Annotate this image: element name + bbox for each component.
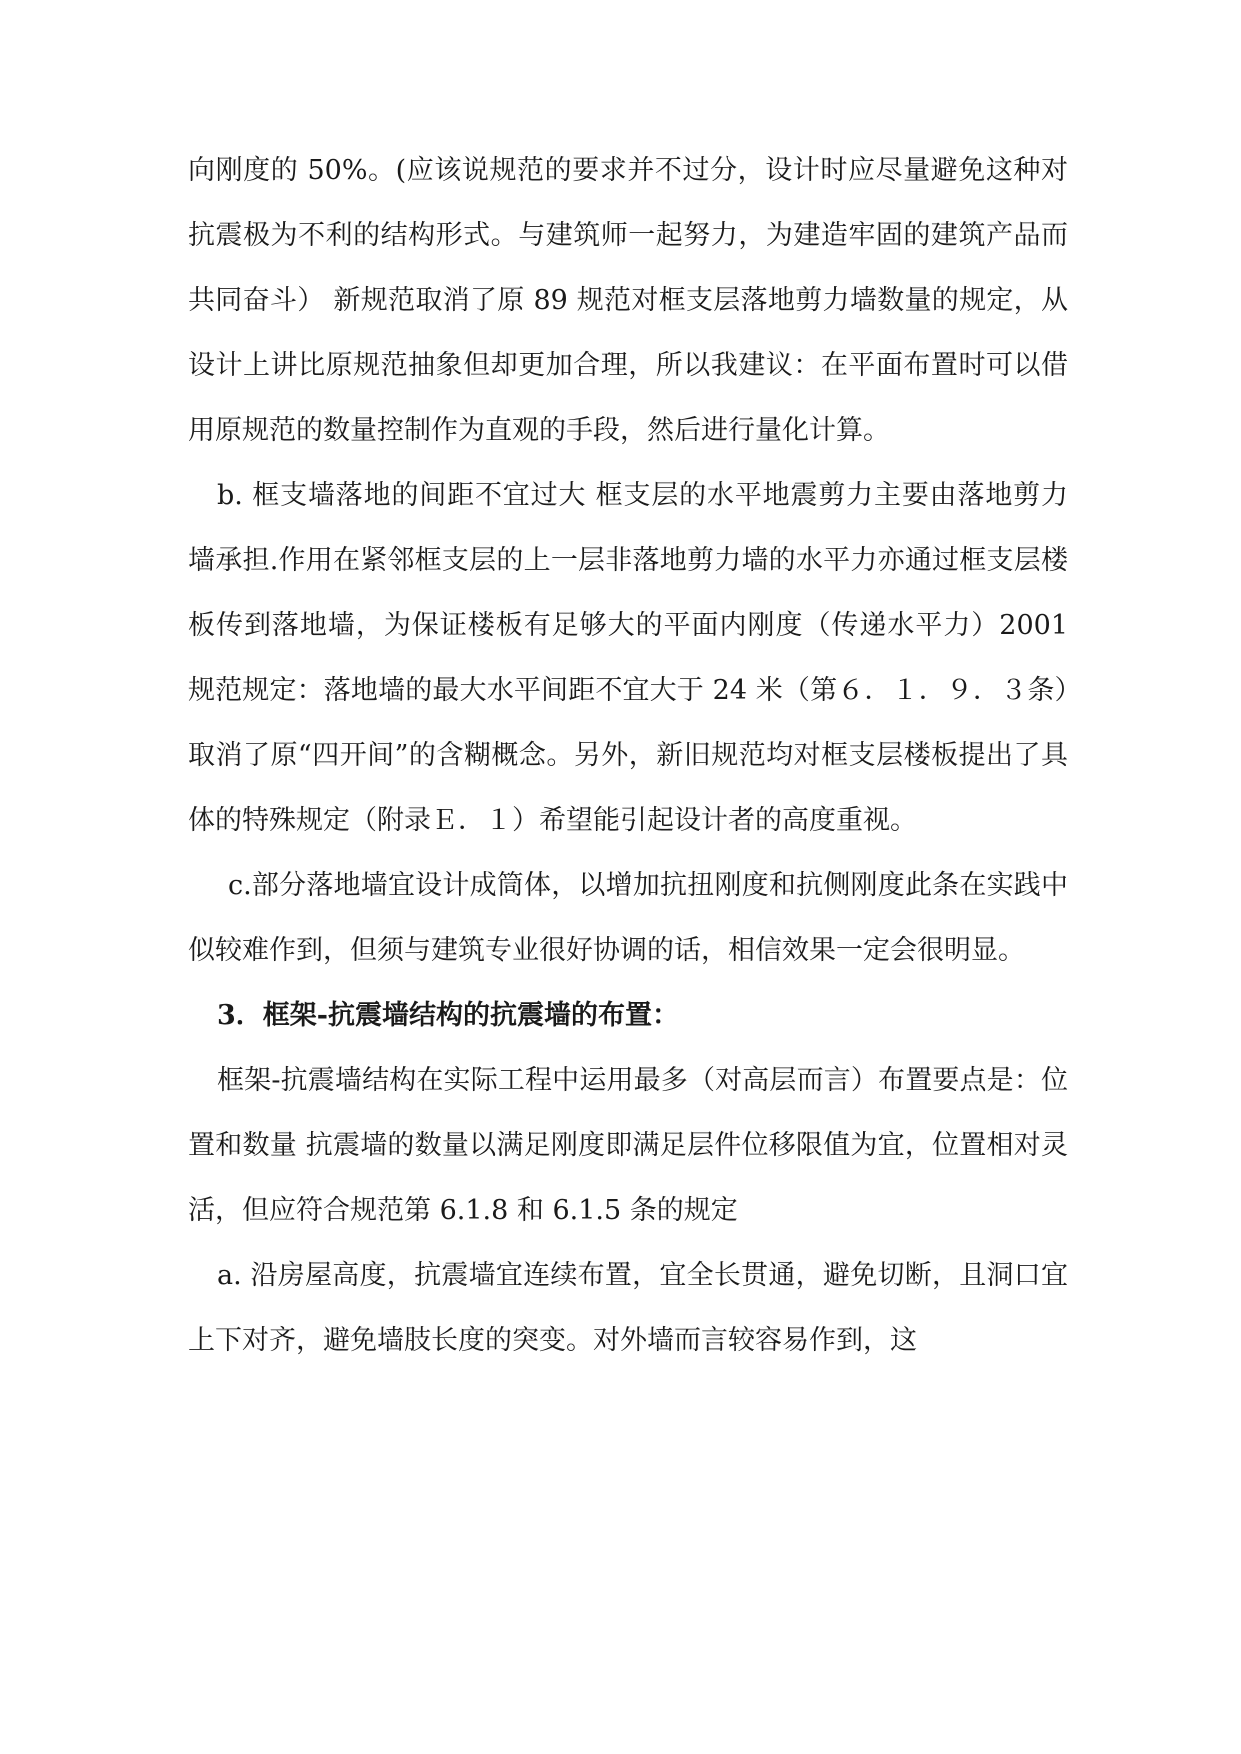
paragraph-item-c-core-tube: c.部分落地墙宜设计成筒体，以增加抗扭刚度和抗侧刚度此条在实践中似较难作到，但须与建筑专业很好协调的话，相信效果一定会很明显。 — [188, 870, 1068, 966]
document-body — [188, 138, 1068, 1373]
paragraph-item-a-continuous-walls: a. 沿房屋高度，抗震墙宜连续布置，宜全长贯通，避免切断，且洞口宜上下对齐，避免墙肢长度的突变。对外墙而言较容易作到，这 — [188, 1260, 1068, 1356]
paragraph-frame-shear-wall-intro: 框架-抗震墙结构在实际工程中运用最多（对高层而言）布置要点是：位置和数量 抗震墙的数量以满足刚度即满足层件位移限值为宜，位置相对灵活，但应符合规范第 6.1.8 和 6.1.5 条的规定 — [188, 1065, 1068, 1226]
section-heading-3: 3．框架-抗震墙结构的抗震墙的布置： — [217, 1000, 679, 1031]
paragraph-item-b-wall-spacing: b. 框支墙落地的间距不宜过大 框支层的水平地震剪力主要由落地剪力墙承担.作用在紧邻框支层的上一层非落地剪力墙的水平力亦通过框支层楼板传到落地墙，为保证楼板有足够大的平面内刚度（传递水平力）2001 规范规定：落地墙的最大水平间距不宜大于 24 米（第６．１．９．３条）取消了原“四开间”的含糊概念。另外，新旧规范均对框支层楼板提出了具体的特殊规定（附录Ｅ．１）希望能引起设计者的高度重视。 — [188, 480, 1068, 836]
paragraph-transfer-layer-stiffness: 向刚度的 50%。(应该说规范的要求并不过分，设计时应尽量避免这种对抗震极为不利的结构形式。与建筑师一起努力，为建造牢固的建筑产品而共同奋斗） 新规范取消了原 89 规范对框支层落地剪力墙数量的规定，从设计上讲比原规范抽象但却更加合理，所以我建议：在平面布置时可以借用原规范的数量控制作为直观的手段，然后进行量化计算。 — [188, 155, 1068, 446]
